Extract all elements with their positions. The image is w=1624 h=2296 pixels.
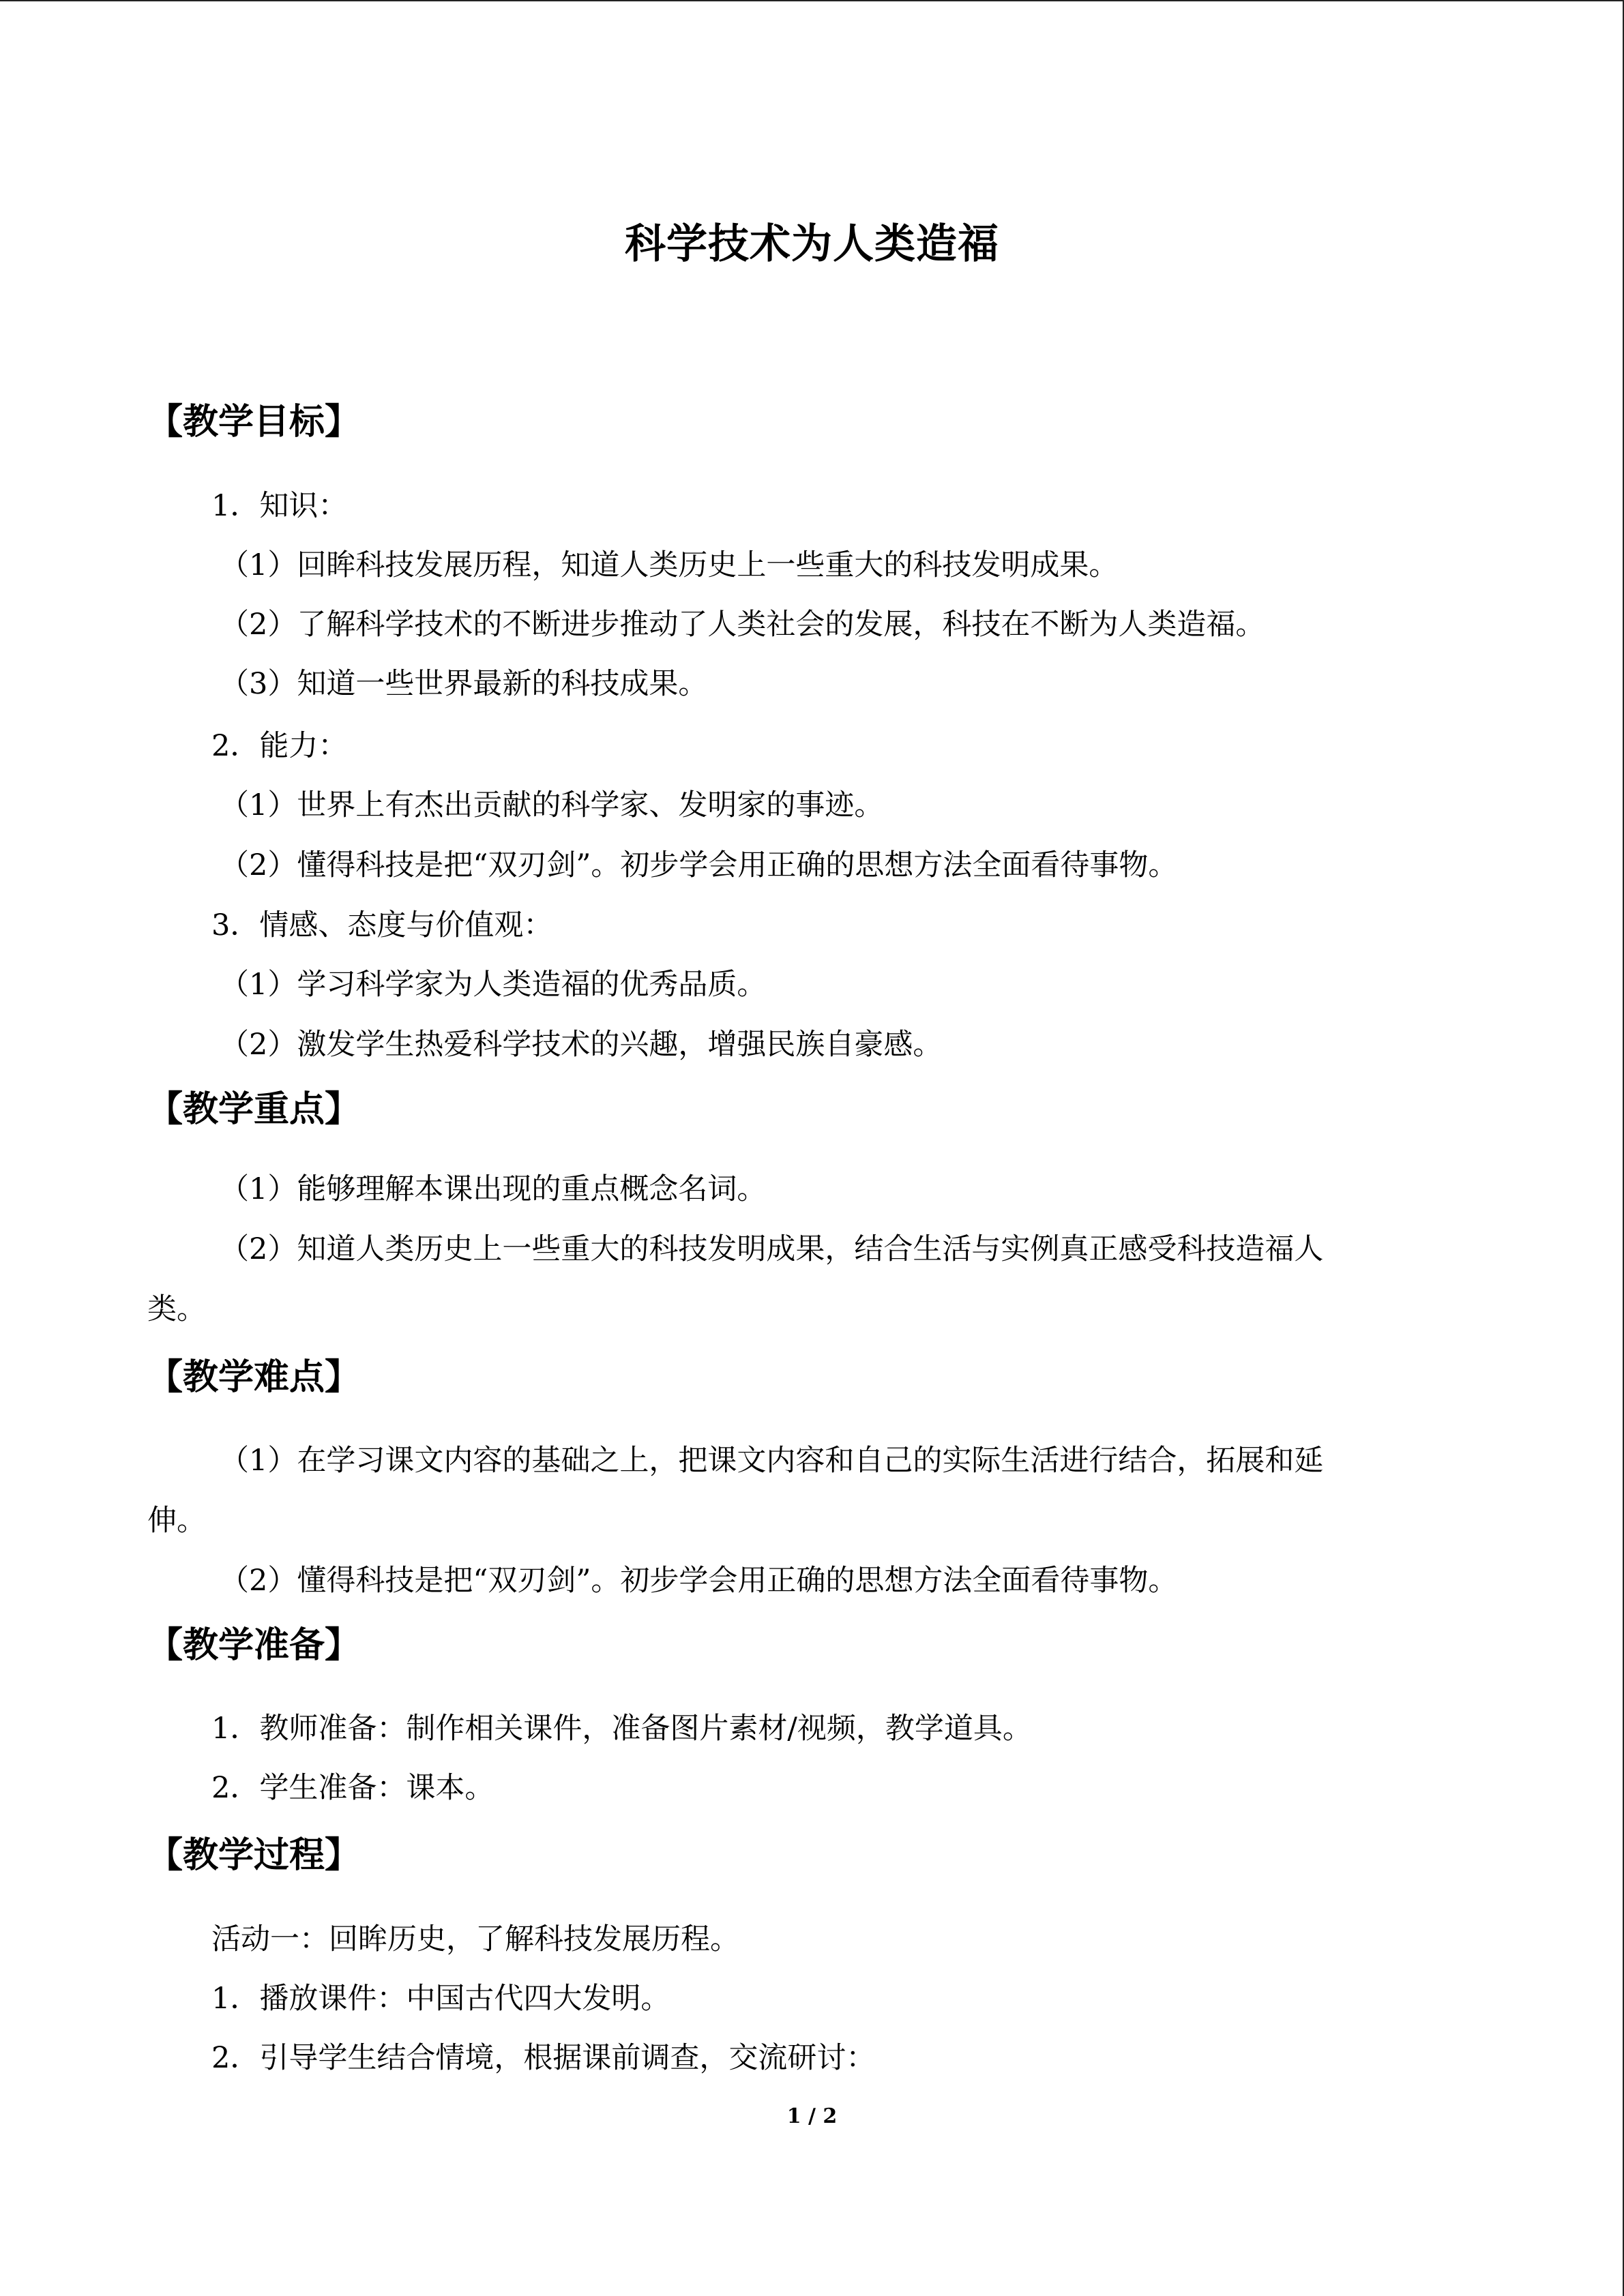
section-heading-objectives: 【教学目标】 bbox=[147, 402, 361, 443]
process-line: 活动一：回眸历史，了解科技发展历程。 bbox=[211, 1922, 739, 1956]
document-title: 科学技术为人类造福 bbox=[625, 220, 999, 268]
key-points-line: （2）知道人类历史上一些重大的科技发明成果，结合生活与实例真正感受科技造福人 bbox=[220, 1232, 1324, 1266]
section-heading-process: 【教学过程】 bbox=[147, 1835, 361, 1876]
difficulties-line: （1）在学习课文内容的基础之上，把课文内容和自己的实际生活进行结合，拓展和延 bbox=[220, 1444, 1324, 1478]
difficulties-line: 伸。 bbox=[147, 1504, 206, 1538]
objectives-line: 3．情感、态度与价值观： bbox=[211, 908, 553, 942]
objectives-line: （1）回眸科技发展历程，知道人类历史上一些重大的科技发明成果。 bbox=[220, 548, 1119, 582]
objectives-line: 2．能力： bbox=[211, 729, 348, 763]
page-number: 1 / 2 bbox=[786, 2104, 838, 2128]
key-points-line: 类。 bbox=[147, 1292, 206, 1326]
objectives-line: （1）学习科学家为人类造福的优秀品质。 bbox=[220, 968, 767, 1002]
objectives-line: （1）世界上有杰出贡献的科学家、发明家的事迹。 bbox=[220, 788, 884, 822]
section-heading-key-points: 【教学重点】 bbox=[147, 1089, 361, 1130]
preparation-line: 1．教师准备：制作相关课件，准备图片素材/视频，教学道具。 bbox=[211, 1712, 1032, 1746]
difficulties-line: （2）懂得科技是把“双刃剑”。初步学会用正确的思想方法全面看待事物。 bbox=[220, 1564, 1178, 1598]
section-heading-preparation: 【教学准备】 bbox=[147, 1625, 361, 1666]
preparation-line: 2．学生准备：课本。 bbox=[211, 1771, 494, 1805]
key-points-line: （1）能够理解本课出现的重点概念名词。 bbox=[220, 1172, 767, 1206]
objectives-line: （2）激发学生热爱科学技术的兴趣，增强民族自豪感。 bbox=[220, 1028, 943, 1062]
objectives-line: 1．知识： bbox=[211, 489, 348, 523]
objectives-line: （2）懂得科技是把“双刃剑”。初步学会用正确的思想方法全面看待事物。 bbox=[220, 848, 1178, 882]
process-line: 1．播放课件：中国古代四大发明。 bbox=[211, 1982, 670, 2016]
objectives-line: （2）了解科学技术的不断进步推动了人类社会的发展，科技在不断为人类造福。 bbox=[220, 608, 1265, 642]
process-line: 2．引导学生结合情境，根据课前调查，交流研讨： bbox=[211, 2041, 876, 2075]
section-heading-difficulties: 【教学难点】 bbox=[147, 1357, 361, 1398]
objectives-line: （3）知道一些世界最新的科技成果。 bbox=[220, 667, 708, 701]
